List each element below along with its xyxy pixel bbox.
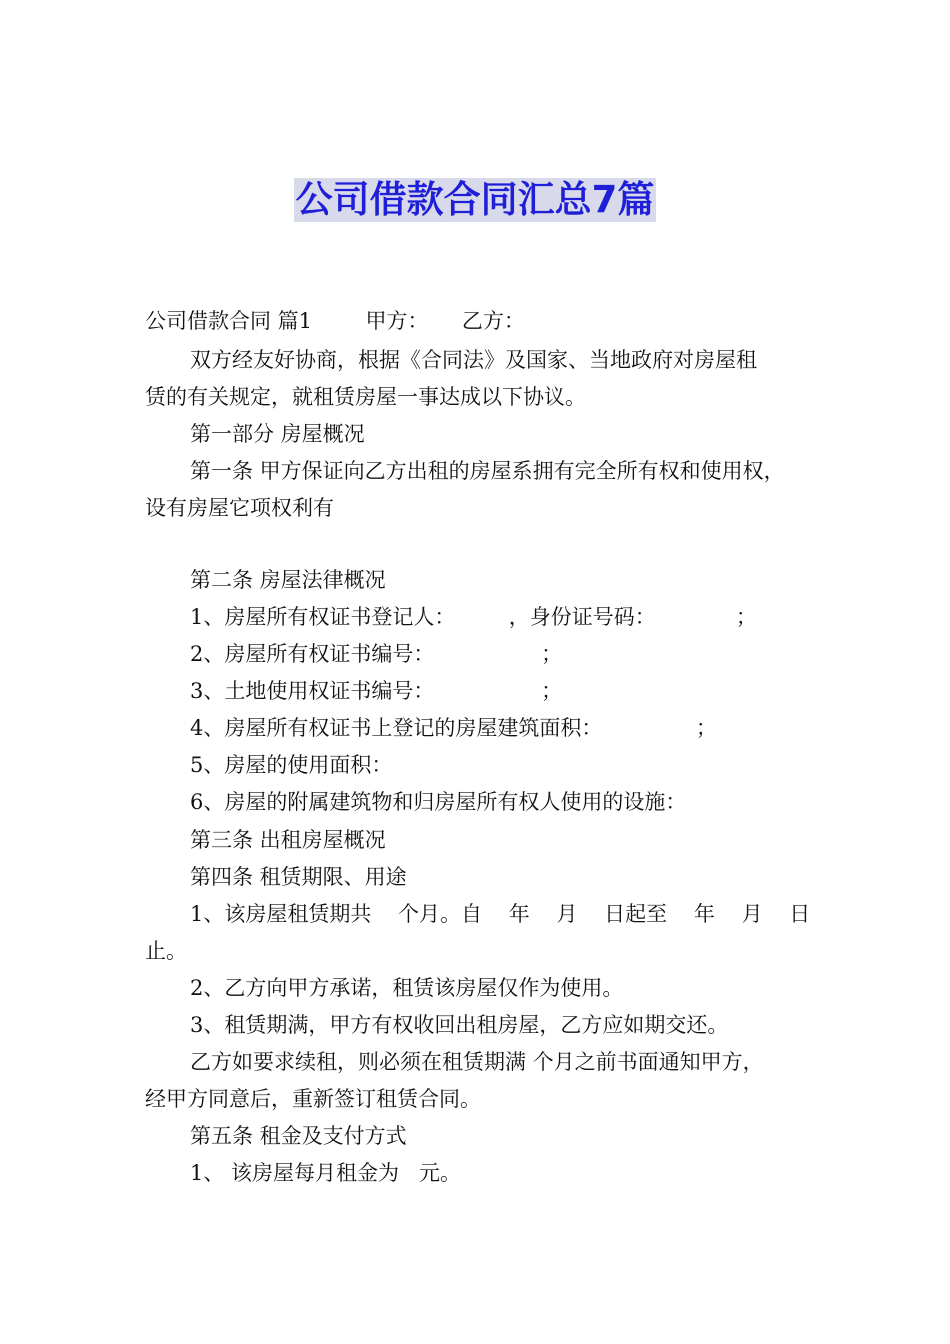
list-item: 2、乙方向甲方承诺，租赁该房屋仅作为使用。 — [190, 976, 624, 1000]
paragraph-line: 止。 — [145, 939, 187, 963]
article-heading: 第二条 房屋法律概况 — [190, 568, 386, 592]
paragraph-line: 设有房屋它项权利有 — [145, 496, 334, 520]
article-heading: 第五条 租金及支付方式 — [190, 1124, 407, 1148]
list-item: 4、房屋所有权证书上登记的房屋建筑面积： ； — [190, 716, 717, 740]
list-item: 5、房屋的使用面积： — [190, 753, 393, 777]
list-item: 1、房屋所有权证书登记人： ，身份证号码： ； — [190, 605, 757, 629]
paragraph-line: 乙方如要求续租，则必须在租赁期满 个月之前书面通知甲方， — [190, 1050, 764, 1074]
list-item: 3、土地使用权证书编号： ； — [190, 679, 563, 703]
section-heading: 第一部分 房屋概况 — [190, 422, 365, 446]
list-item: 2、房屋所有权证书编号： ； — [190, 642, 563, 666]
article-heading: 第三条 出租房屋概况 — [190, 828, 386, 852]
document-title: 公司借款合同汇总7篇 — [295, 178, 655, 221]
list-item: 1、 该房屋每月租金为 元。 — [190, 1161, 462, 1185]
contract-heading: 公司借款合同 篇1 甲方： 乙方： — [145, 309, 525, 333]
list-item: 6、房屋的附属建筑物和归房屋所有权人使用的设施： — [190, 790, 687, 814]
paragraph-line: 赁的有关规定，就租赁房屋一事达成以下协议。 — [145, 385, 586, 409]
list-item: 3、租赁期满，甲方有权收回出租房屋，乙方应如期交还。 — [190, 1013, 729, 1037]
article-heading: 第四条 租赁期限、用途 — [190, 865, 407, 889]
list-item: 1、该房屋租赁期共 个月。自 年 月 日起至 年 月 日 — [190, 902, 811, 926]
paragraph-line: 第一条 甲方保证向乙方出租的房屋系拥有完全所有权和使用权， — [190, 459, 785, 483]
document-title-wrap — [0, 178, 950, 222]
paragraph-line: 经甲方同意后，重新签订租赁合同。 — [145, 1087, 481, 1111]
paragraph-line: 双方经友好协商，根据《合同法》及国家、当地政府对房屋租 — [190, 348, 757, 372]
